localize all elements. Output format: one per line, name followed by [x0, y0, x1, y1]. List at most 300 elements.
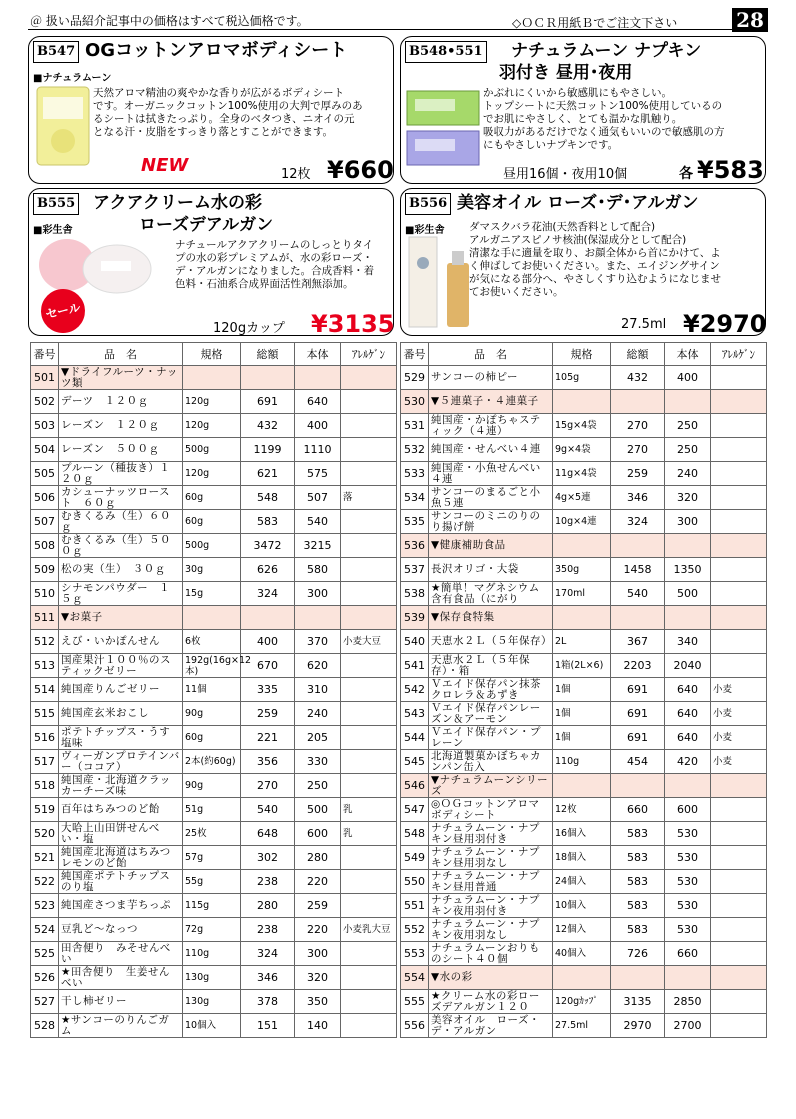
item-base-price: 507: [295, 486, 341, 510]
table-row[interactable]: [31, 918, 397, 942]
item-name: ナチュラムーン・ナプキン夜用羽付き: [429, 894, 553, 918]
table-row[interactable]: [31, 414, 397, 438]
table-row[interactable]: [401, 918, 767, 942]
product-code: B547: [33, 41, 79, 63]
category-row[interactable]: [401, 774, 767, 798]
table-row[interactable]: [401, 702, 767, 726]
item-base-price: 250: [295, 774, 341, 798]
item-base-price: [665, 390, 711, 414]
item-name: 百年はちみつのど飴: [59, 798, 183, 822]
item-spec: 40個入: [553, 942, 611, 966]
item-base-price: 310: [295, 678, 341, 702]
item-base-price: [295, 606, 341, 630]
item-allergen: 小麦大豆: [341, 630, 397, 654]
item-base-price: 640: [295, 390, 341, 414]
table-row[interactable]: [401, 1014, 767, 1038]
category-row[interactable]: [401, 606, 767, 630]
item-spec: 72g: [183, 918, 241, 942]
item-allergen: [341, 870, 397, 894]
item-name: 純国産玄米おこし: [59, 702, 183, 726]
item-spec: 27.5ml: [553, 1014, 611, 1038]
col-header-allergen: ｱﾚﾙｹﾞﾝ: [341, 343, 397, 366]
item-spec: 11個: [183, 678, 241, 702]
row-number: 542: [401, 678, 429, 702]
item-allergen: [341, 702, 397, 726]
table-row[interactable]: [401, 654, 767, 678]
row-number: 543: [401, 702, 429, 726]
item-allergen: 小麦: [711, 726, 767, 750]
item-spec: 6枚: [183, 630, 241, 654]
item-spec: 130g: [183, 990, 241, 1014]
table-row[interactable]: [401, 870, 767, 894]
item-total-price: 367: [611, 630, 665, 654]
row-number: 535: [401, 510, 429, 534]
item-total-price: [241, 606, 295, 630]
item-spec: [183, 606, 241, 630]
item-name: Ｖエイド保存パンレーズン＆アーモン: [429, 702, 553, 726]
col-header-number: 番号: [31, 343, 59, 366]
row-number: 507: [31, 510, 59, 534]
page-header: [0, 0, 796, 30]
item-name: 純国産北海道はちみつレモンのど飴: [59, 846, 183, 870]
product-card-b547[interactable]: [28, 36, 394, 184]
row-number: 544: [401, 726, 429, 750]
row-number: 531: [401, 414, 429, 438]
item-allergen: [711, 606, 767, 630]
row-number: 521: [31, 846, 59, 870]
item-base-price: 340: [665, 630, 711, 654]
item-base-price: 320: [665, 486, 711, 510]
item-total-price: 583: [611, 846, 665, 870]
item-allergen: [711, 462, 767, 486]
item-base-price: 205: [295, 726, 341, 750]
item-allergen: [711, 966, 767, 990]
item-base-price: 2850: [665, 990, 711, 1014]
item-name: レーズン ５００ｇ: [59, 438, 183, 462]
item-base-price: 530: [665, 894, 711, 918]
table-row[interactable]: [31, 750, 397, 774]
item-spec: 105g: [553, 366, 611, 390]
item-allergen: [341, 1014, 397, 1038]
item-total-price: [611, 774, 665, 798]
product-code: B555: [33, 193, 79, 215]
table-row[interactable]: [31, 558, 397, 582]
item-total-price: 548: [241, 486, 295, 510]
item-base-price: 575: [295, 462, 341, 486]
row-number: 510: [31, 582, 59, 606]
item-name: ▼ドライフルーツ・ナッツ類: [59, 366, 183, 390]
item-total-price: 583: [611, 918, 665, 942]
item-total-price: 583: [611, 870, 665, 894]
table-row[interactable]: [31, 990, 397, 1014]
item-spec: 110g: [553, 750, 611, 774]
price-table-left: [30, 342, 397, 1038]
item-allergen: [341, 606, 397, 630]
item-allergen: 小麦: [711, 678, 767, 702]
item-base-price: 240: [665, 462, 711, 486]
item-base-price: 530: [665, 870, 711, 894]
row-number: 545: [401, 750, 429, 774]
item-spec: 90g: [183, 702, 241, 726]
item-spec: 120g: [183, 390, 241, 414]
item-total-price: 270: [241, 774, 295, 798]
item-base-price: 1350: [665, 558, 711, 582]
table-row[interactable]: [31, 390, 397, 414]
table-row[interactable]: [401, 750, 767, 774]
item-spec: 192g(16g×12本): [183, 654, 241, 678]
row-number: 508: [31, 534, 59, 558]
product-image: [37, 235, 157, 295]
table-row[interactable]: [31, 630, 397, 654]
item-base-price: 330: [295, 750, 341, 774]
header-divider: [28, 29, 768, 30]
item-spec: 120g: [183, 462, 241, 486]
col-header-name: 品 名: [59, 343, 183, 366]
row-number: 530: [401, 390, 429, 414]
item-allergen: [711, 438, 767, 462]
item-spec: 130g: [183, 966, 241, 990]
product-title-line1: ナチュラムーン ナプキン: [511, 41, 702, 61]
product-maker: ■彩生舎: [405, 225, 445, 236]
item-name: 純国産さつま芋ちっぷ: [59, 894, 183, 918]
product-card-b555[interactable]: [28, 188, 394, 336]
table-row[interactable]: [31, 822, 397, 846]
item-spec: 60g: [183, 486, 241, 510]
item-spec: 115g: [183, 894, 241, 918]
item-name: ナチュラムーン・ナプキン昼用普通: [429, 870, 553, 894]
item-allergen: [711, 366, 767, 390]
table-row[interactable]: [31, 534, 397, 558]
table-row[interactable]: [31, 462, 397, 486]
table-row[interactable]: [31, 510, 397, 534]
item-name: ▼保存食特集: [429, 606, 553, 630]
item-name: 天恵水２Ｌ（５年保存）: [429, 630, 553, 654]
row-number: 533: [401, 462, 429, 486]
item-spec: 170ml: [553, 582, 611, 606]
product-code: B548•551: [405, 41, 487, 63]
item-name: カシューナッツロースト ６０ｇ: [59, 486, 183, 510]
col-header-number: 番号: [401, 343, 429, 366]
table-row[interactable]: [401, 438, 767, 462]
item-spec: 11g×4袋: [553, 462, 611, 486]
item-allergen: [711, 918, 767, 942]
table-row[interactable]: [401, 558, 767, 582]
table-row[interactable]: [31, 966, 397, 990]
row-number: 511: [31, 606, 59, 630]
item-allergen: [341, 966, 397, 990]
table-row[interactable]: [31, 1014, 397, 1038]
item-total-price: 270: [611, 414, 665, 438]
item-spec: 500g: [183, 534, 241, 558]
row-number: 527: [31, 990, 59, 1014]
item-name: 天恵水２Ｌ（５年保存）・箱: [429, 654, 553, 678]
item-spec: 1個: [553, 726, 611, 750]
item-total-price: 270: [611, 438, 665, 462]
item-total-price: 1199: [241, 438, 295, 462]
item-allergen: [341, 774, 397, 798]
item-name: サンコーのまるごと小魚５連: [429, 486, 553, 510]
table-row[interactable]: [31, 942, 397, 966]
row-number: 547: [401, 798, 429, 822]
table-row[interactable]: [401, 894, 767, 918]
row-number: 518: [31, 774, 59, 798]
table-row[interactable]: [401, 630, 767, 654]
item-name: レーズン １２０ｇ: [59, 414, 183, 438]
table-row[interactable]: [31, 702, 397, 726]
item-allergen: [341, 558, 397, 582]
item-allergen: [711, 798, 767, 822]
item-name: ★簡単！マグネシウム含有食品（にがり: [429, 582, 553, 606]
item-allergen: [711, 510, 767, 534]
row-number: 515: [31, 702, 59, 726]
item-base-price: 530: [665, 846, 711, 870]
table-row[interactable]: [31, 438, 397, 462]
item-allergen: 小麦: [711, 702, 767, 726]
row-number: 509: [31, 558, 59, 582]
row-number: 517: [31, 750, 59, 774]
item-name: 純国産・小魚せんべい４連: [429, 462, 553, 486]
item-total-price: [611, 966, 665, 990]
row-number: 525: [31, 942, 59, 966]
item-base-price: 2040: [665, 654, 711, 678]
item-base-price: [665, 966, 711, 990]
row-number: 534: [401, 486, 429, 510]
row-number: 513: [31, 654, 59, 678]
product-card-b548[interactable]: [400, 36, 766, 184]
item-total-price: 2970: [611, 1014, 665, 1038]
row-number: 520: [31, 822, 59, 846]
product-image: [405, 233, 475, 331]
item-base-price: 280: [295, 846, 341, 870]
item-total-price: 1458: [611, 558, 665, 582]
row-number: 553: [401, 942, 429, 966]
item-spec: [183, 366, 241, 390]
item-total-price: 324: [241, 942, 295, 966]
item-allergen: [341, 390, 397, 414]
item-allergen: [341, 750, 397, 774]
price-table-right: [400, 342, 767, 1038]
item-base-price: 259: [295, 894, 341, 918]
item-spec: 30g: [183, 558, 241, 582]
item-base-price: 370: [295, 630, 341, 654]
row-number: 537: [401, 558, 429, 582]
item-name: ★サンコーのりんごガム: [59, 1014, 183, 1038]
item-allergen: [341, 414, 397, 438]
table-row[interactable]: [31, 486, 397, 510]
table-row[interactable]: [31, 774, 397, 798]
table-row[interactable]: [401, 678, 767, 702]
row-number: 514: [31, 678, 59, 702]
item-base-price: 420: [665, 750, 711, 774]
item-allergen: [711, 1014, 767, 1038]
item-total-price: 432: [611, 366, 665, 390]
product-title-line1: アクアクリーム水の彩: [93, 193, 262, 213]
item-total-price: [611, 606, 665, 630]
item-total-price: 280: [241, 894, 295, 918]
row-number: 538: [401, 582, 429, 606]
item-spec: 16個入: [553, 822, 611, 846]
item-allergen: [711, 942, 767, 966]
table-row[interactable]: [401, 726, 767, 750]
item-total-price: 151: [241, 1014, 295, 1038]
col-header-allergen: ｱﾚﾙｹﾞﾝ: [711, 343, 767, 366]
row-number: 523: [31, 894, 59, 918]
item-total-price: 356: [241, 750, 295, 774]
item-base-price: 580: [295, 558, 341, 582]
category-row[interactable]: [31, 366, 397, 390]
table-row[interactable]: [31, 654, 397, 678]
table-row[interactable]: [31, 894, 397, 918]
item-total-price: 238: [241, 918, 295, 942]
item-total-price: 3472: [241, 534, 295, 558]
row-number: 529: [401, 366, 429, 390]
item-name: プルーン（種抜き）１２０ｇ: [59, 462, 183, 486]
item-allergen: [711, 894, 767, 918]
item-name: 純国産・北海道クラッカーチーズ味: [59, 774, 183, 798]
item-total-price: 540: [611, 582, 665, 606]
item-total-price: 660: [611, 798, 665, 822]
item-name: ▼水の彩: [429, 966, 553, 990]
item-base-price: 500: [665, 582, 711, 606]
table-row[interactable]: [31, 798, 397, 822]
new-badge: NEW: [141, 155, 189, 176]
item-name: 純国産・かぽちゃスティック（４連）: [429, 414, 553, 438]
row-number: 502: [31, 390, 59, 414]
item-total-price: 238: [241, 870, 295, 894]
item-total-price: 346: [611, 486, 665, 510]
item-total-price: 259: [241, 702, 295, 726]
item-spec: 9g×4袋: [553, 438, 611, 462]
product-maker: ■ナチュラムーン: [33, 73, 112, 84]
item-total-price: 691: [241, 390, 295, 414]
table-row[interactable]: [401, 846, 767, 870]
item-name: 田舎便り みそせんべい: [59, 942, 183, 966]
item-base-price: 350: [295, 990, 341, 1014]
item-allergen: [341, 678, 397, 702]
row-number: 503: [31, 414, 59, 438]
item-total-price: 670: [241, 654, 295, 678]
table-row[interactable]: [31, 846, 397, 870]
table-row[interactable]: [401, 486, 767, 510]
item-total-price: [611, 534, 665, 558]
product-price: ¥2970: [683, 310, 767, 338]
item-total-price: 691: [611, 726, 665, 750]
product-quantity: 12枚: [281, 167, 311, 182]
table-row[interactable]: [31, 678, 397, 702]
item-allergen: [341, 582, 397, 606]
item-total-price: 648: [241, 822, 295, 846]
col-header-total: 総額: [611, 343, 665, 366]
col-header-base: 本体: [665, 343, 711, 366]
item-allergen: 小麦: [711, 750, 767, 774]
item-spec: 12個入: [553, 918, 611, 942]
table-row[interactable]: [31, 726, 397, 750]
item-name: むきくるみ（生）５００ｇ: [59, 534, 183, 558]
item-allergen: [341, 366, 397, 390]
item-base-price: 540: [295, 510, 341, 534]
col-header-spec: 規格: [553, 343, 611, 366]
item-total-price: 583: [611, 894, 665, 918]
row-number: 551: [401, 894, 429, 918]
item-spec: 2L: [553, 630, 611, 654]
category-row[interactable]: [401, 534, 767, 558]
table-row[interactable]: [401, 822, 767, 846]
row-number: 506: [31, 486, 59, 510]
item-spec: 57g: [183, 846, 241, 870]
product-card-b556[interactable]: [400, 188, 766, 336]
row-number: 549: [401, 846, 429, 870]
item-base-price: 320: [295, 966, 341, 990]
item-spec: 110g: [183, 942, 241, 966]
table-row[interactable]: [401, 942, 767, 966]
item-allergen: [711, 414, 767, 438]
item-total-price: 3135: [611, 990, 665, 1014]
row-number: 526: [31, 966, 59, 990]
each-label: 各: [679, 166, 693, 182]
item-spec: [553, 606, 611, 630]
table-row[interactable]: [31, 870, 397, 894]
item-allergen: [711, 870, 767, 894]
item-base-price: 3215: [295, 534, 341, 558]
item-base-price: 220: [295, 918, 341, 942]
product-description: 天然アロマ精油の爽やかな香りが広がるボディシート です。オーガニックコットン100%使用の大判で厚みのあ るシートは拭きたっぷり。全身のベタつき、ニオイの元 となる汗・皮脂をすっきり落とすことができます。: [93, 87, 363, 138]
product-title-line2: 羽付き 昼用･夜用: [499, 63, 633, 83]
row-number: 519: [31, 798, 59, 822]
tax-note: ＠ 扱い品紹介記事中の価格はすべて税込価格です。: [30, 14, 309, 28]
item-base-price: 600: [295, 822, 341, 846]
item-name: ★田舎便り 生姜せんべい: [59, 966, 183, 990]
item-total-price: 626: [241, 558, 295, 582]
item-base-price: [665, 534, 711, 558]
item-name: 干し柿ゼリー: [59, 990, 183, 1014]
item-base-price: 250: [665, 438, 711, 462]
row-number: 550: [401, 870, 429, 894]
product-price: ¥583: [697, 156, 764, 184]
table-row[interactable]: [401, 510, 767, 534]
table-row[interactable]: [401, 366, 767, 390]
item-base-price: [665, 606, 711, 630]
item-base-price: 640: [665, 702, 711, 726]
category-row[interactable]: [31, 606, 397, 630]
item-allergen: 小麦乳大豆: [341, 918, 397, 942]
item-spec: 10個入: [183, 1014, 241, 1038]
item-allergen: [711, 774, 767, 798]
item-base-price: 620: [295, 654, 341, 678]
row-number: 505: [31, 462, 59, 486]
item-spec: 1個: [553, 678, 611, 702]
table-row[interactable]: [31, 582, 397, 606]
item-allergen: [711, 558, 767, 582]
table-row[interactable]: [401, 798, 767, 822]
table-row[interactable]: [401, 462, 767, 486]
category-row[interactable]: [401, 390, 767, 414]
item-name: ▼ナチュラムーンシリーズ: [429, 774, 553, 798]
table-header-row: [401, 343, 767, 366]
table-row[interactable]: [401, 414, 767, 438]
item-allergen: [341, 462, 397, 486]
col-header-spec: 規格: [183, 343, 241, 366]
category-row[interactable]: [401, 966, 767, 990]
item-name: サンコーのミニのりのり揚げ餅: [429, 510, 553, 534]
item-name: 国産果汁１００％のスティックゼリー: [59, 654, 183, 678]
table-row[interactable]: [401, 582, 767, 606]
item-base-price: 300: [295, 942, 341, 966]
product-quantity: 120gカップ: [213, 321, 285, 336]
table-row[interactable]: [401, 990, 767, 1014]
item-allergen: [341, 534, 397, 558]
item-allergen: [341, 846, 397, 870]
item-allergen: [711, 582, 767, 606]
